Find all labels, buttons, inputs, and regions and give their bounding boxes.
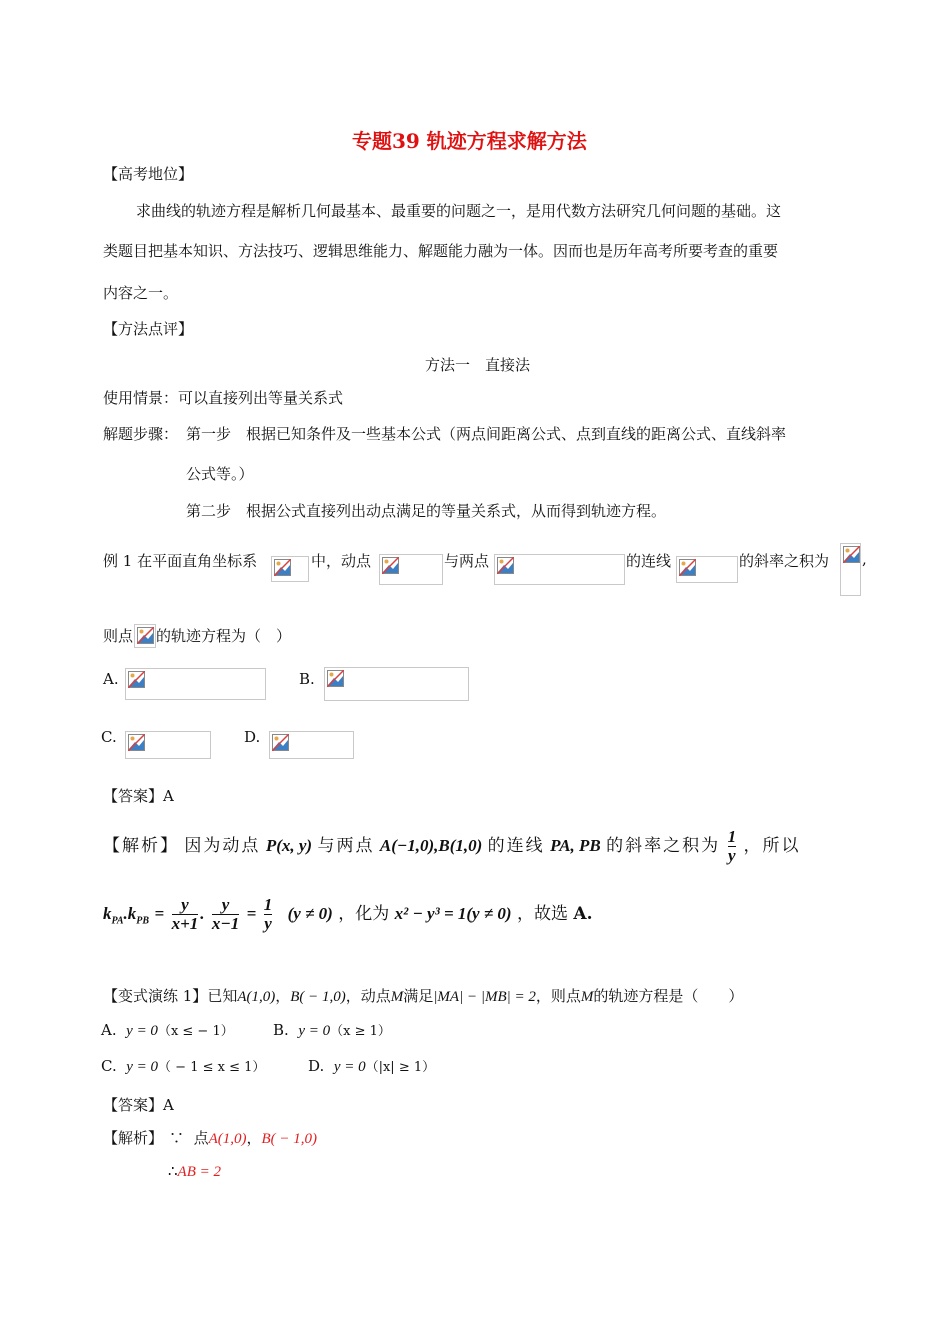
broken-image-icon <box>128 734 145 751</box>
broken-image-icon <box>272 734 289 751</box>
option-c-formula <box>125 731 211 759</box>
analysis-text: ，化为 <box>338 904 390 924</box>
formula-image-placeholder <box>379 554 443 585</box>
formula-image-placeholder <box>134 624 156 648</box>
option-b-label: B. <box>299 670 315 688</box>
analysis1-line1 <box>103 828 800 865</box>
option-d-formula <box>269 731 354 759</box>
broken-image-icon <box>382 557 399 574</box>
math-expression: (y ≠ 0) <box>287 904 333 923</box>
section-heading-status: 【高考地位】 <box>103 165 194 183</box>
status-paragraph-line2: 类题目把基本知识、方法技巧、逻辑思维能力、解题能力融为一体。因而也是历年高考所要考查的重要 <box>103 242 779 260</box>
variant-option-c: C. y = 0（ − 1 ≤ x ≤ 1） <box>101 1057 266 1075</box>
analysis-text: 的斜率之积为 <box>606 836 721 856</box>
step-one: 第一步 根据已知条件及一些基本公式（两点间距离公式、点到直线的距离公式、直线斜率 <box>186 425 787 443</box>
step-two: 第二步 根据公式直接列出动点满足的等量关系式，从而得到轨迹方程。 <box>186 502 667 520</box>
option-a-formula <box>125 668 266 700</box>
because-symbol: ∵ <box>169 1129 185 1147</box>
broken-image-icon <box>128 671 145 688</box>
step-one-continued: 公式等。） <box>186 465 254 483</box>
math-expression: x² − y³ = 1(y ≠ 0) <box>394 904 512 923</box>
broken-image-icon <box>274 559 291 576</box>
broken-image-icon <box>327 670 344 687</box>
math-expression: = <box>246 904 257 923</box>
fraction: $\frac{y}{x-1}$ <box>211 895 240 933</box>
example1-text-8: 的轨迹方程为（ ） <box>156 627 292 645</box>
analysis-text: 与两点 <box>317 836 375 856</box>
example1-text-6: , <box>862 550 867 568</box>
option-b-formula <box>324 667 469 701</box>
formula-image-placeholder <box>840 543 861 596</box>
variant-option-b: B. y = 0（x ≥ 1） <box>273 1021 391 1039</box>
variant1-question: 【变式演练 1】已知A(1,0)，B( − 1,0)，动点M满足|MA| − |MB| = 2，则点M的轨迹方程是（ ） <box>103 987 744 1005</box>
formula-image-placeholder <box>494 554 625 585</box>
example1-text-4: 的连线 <box>626 552 672 570</box>
variant1-analysis-line1: 【解析】 ∵ 点A(1,0)，B( − 1,0) <box>103 1129 318 1147</box>
math-expression: = <box>154 904 165 923</box>
variant1-analysis-line2: ∴AB = 2 <box>168 1162 221 1180</box>
broken-image-icon <box>137 627 154 644</box>
analysis-text: ，所以 <box>743 836 801 856</box>
therefore-symbol: ∴ <box>168 1162 178 1180</box>
broken-image-icon <box>843 546 860 563</box>
broken-image-icon <box>497 557 514 574</box>
analysis-label: 【解析】 <box>103 836 179 856</box>
math-expression: PA, PB <box>550 836 601 855</box>
example1-text-5: 的斜率之积为 <box>739 552 830 570</box>
broken-image-icon <box>679 559 696 576</box>
math-expression: A(−1,0),B(1,0) <box>379 836 483 855</box>
variant-option-a: A. y = 0（x ≤ − 1） <box>101 1021 234 1039</box>
analysis-label: 【解析】 <box>103 1129 164 1147</box>
analysis-choice: A. <box>573 904 593 924</box>
slope-expression: $k_{PA}.k_{PB}$ <box>103 904 150 927</box>
steps-label: 解题步骤： <box>103 425 179 443</box>
page-title: 专题39 轨迹方程求解方法 <box>352 129 587 153</box>
example1-text-1: 例 1 在平面直角坐标系 <box>103 552 258 570</box>
section-heading-method-review: 【方法点评】 <box>103 320 194 338</box>
variant-option-d: D. y = 0（|x| ≥ 1） <box>308 1057 436 1075</box>
option-d-label: D. <box>244 728 261 746</box>
example1-text-2: 中，动点 <box>311 552 372 570</box>
fraction: $\frac{1}{y}$ <box>263 895 273 933</box>
option-c-label: C. <box>101 728 117 746</box>
formula-image-placeholder <box>271 556 309 582</box>
analysis1-line2: $k_{PA}.k_{PB}$ = $\frac{y}{x+1}$ . $\frac{y}{x-1}$ = $\frac{1}{y}$ (y ≠ 0) ，化为 x² − y³ = 1(y ≠ 0) ，故选 A. <box>103 895 593 933</box>
option-a-label: A. <box>103 670 119 688</box>
example1-text-3: 与两点 <box>444 552 490 570</box>
analysis-text: ，故选 <box>517 904 568 924</box>
variant-label: 【变式演练 1】 <box>103 987 208 1005</box>
example1-answer: 【答案】A <box>103 787 174 805</box>
analysis-text: 的连线 <box>487 836 545 856</box>
example1-text-7: 则点 <box>103 627 134 645</box>
status-paragraph-line3: 内容之一。 <box>103 284 179 302</box>
variant1-answer: 【答案】A <box>103 1096 174 1114</box>
status-paragraph-line1: 求曲线的轨迹方程是解析几何最基本、最重要的问题之一，是用代数方法研究几何问题的基础。这 <box>136 202 782 220</box>
analysis-text: 因为动点 <box>184 836 261 856</box>
math-expression: P(x, y) <box>265 836 313 855</box>
fraction: $\frac{y}{x+1}$ <box>171 895 199 933</box>
formula-image-placeholder <box>676 556 738 583</box>
fraction: $\frac{1}{y}$ <box>727 827 737 865</box>
usage-scenario: 使用情景：可以直接列出等量关系式 <box>103 389 344 407</box>
method-one-heading: 方法一 直接法 <box>425 356 531 374</box>
